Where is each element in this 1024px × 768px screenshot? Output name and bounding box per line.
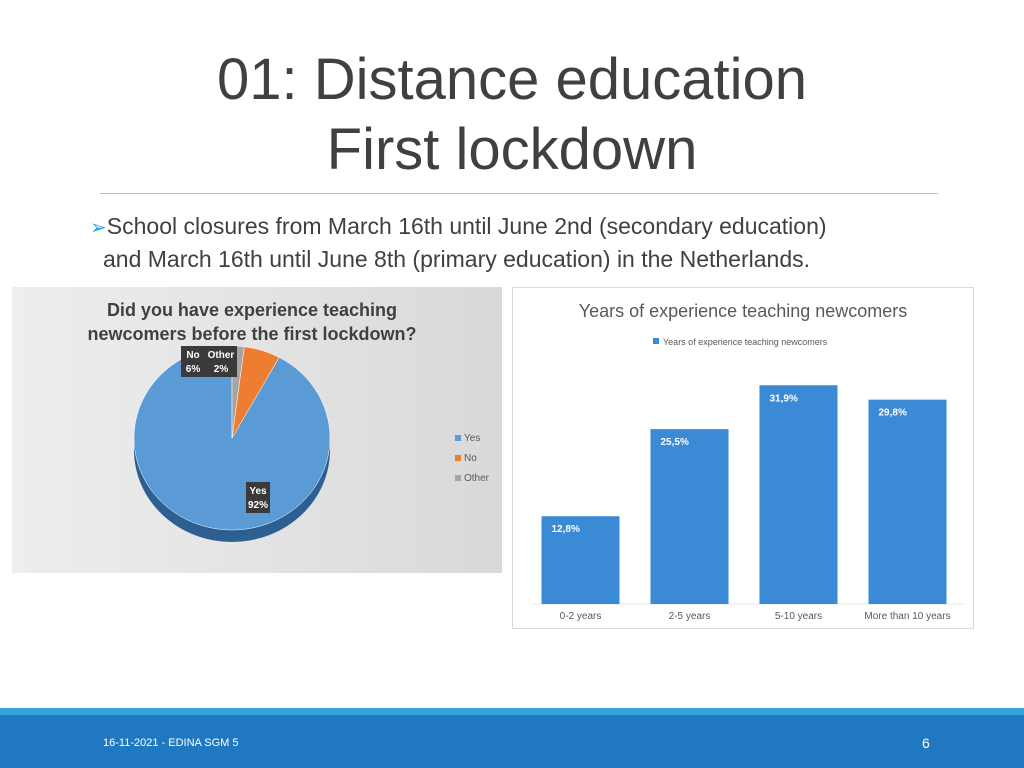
bar-value-label-1: 25,5% bbox=[660, 437, 689, 449]
footer-date-text: 16-11-2021 - EDINA SGM 5 bbox=[103, 737, 239, 749]
page-number: 6 bbox=[922, 735, 930, 751]
bar-legend-label: Years of experience teaching newcomers bbox=[663, 337, 828, 347]
bar-category-label-1: 2-5 years bbox=[668, 611, 711, 622]
pie-title-line1: Did you have experience teaching bbox=[106, 300, 398, 320]
bar-category-label-2: 5-10 years bbox=[774, 611, 823, 622]
pie-label-value-yes: 92% bbox=[247, 500, 269, 511]
pie-label-value-no: 6% bbox=[185, 364, 201, 375]
bar-chart bbox=[513, 288, 973, 628]
bar-1 bbox=[651, 429, 729, 604]
arrow-bullet-icon: ➢ bbox=[90, 217, 107, 239]
bar-category-label-0: 0-2 years bbox=[559, 611, 602, 622]
bullet-line2: and March 16th until June 8th (primary education) in the Netherlands. bbox=[103, 246, 811, 272]
pie-chart-panel bbox=[12, 287, 502, 573]
bar-value-label-2: 31,9% bbox=[769, 393, 798, 405]
pie-label-name-yes: Yes bbox=[249, 486, 267, 497]
pie-label-name-other: Other bbox=[207, 350, 235, 361]
slide-title-line1: 01: Distance education bbox=[216, 47, 808, 112]
bullet-text bbox=[90, 211, 950, 275]
pie-legend-label-yes: Yes bbox=[464, 433, 481, 444]
bar-legend-swatch bbox=[653, 338, 659, 344]
bar-chart-panel bbox=[512, 287, 974, 629]
pie-label-value-other: 2% bbox=[213, 364, 229, 375]
pie-legend-swatch-yes bbox=[455, 435, 461, 441]
bar-value-label-3: 29,8% bbox=[878, 407, 907, 419]
bar-chart-title: Years of experience teaching newcomers bbox=[578, 301, 908, 321]
bullet-line1: School closures from March 16th until June 2nd (secondary education) bbox=[106, 213, 827, 239]
bar-value-label-0: 12,8% bbox=[551, 524, 580, 536]
bar-2 bbox=[760, 385, 838, 604]
pie-label-name-no: No bbox=[186, 350, 200, 361]
title-divider bbox=[100, 193, 938, 194]
pie-legend-swatch-other bbox=[455, 475, 461, 481]
bar-category-label-3: More than 10 years bbox=[864, 611, 951, 622]
bar-3 bbox=[869, 400, 947, 604]
pie-legend-label-no: No bbox=[464, 453, 477, 464]
pie-chart bbox=[12, 287, 502, 573]
slide-title-line2: First lockdown bbox=[326, 117, 698, 182]
pie-legend-swatch-no bbox=[455, 455, 461, 461]
pie-legend-label-other: Other bbox=[464, 473, 490, 484]
pie-title-line2: newcomers before the first lockdown? bbox=[87, 324, 417, 344]
